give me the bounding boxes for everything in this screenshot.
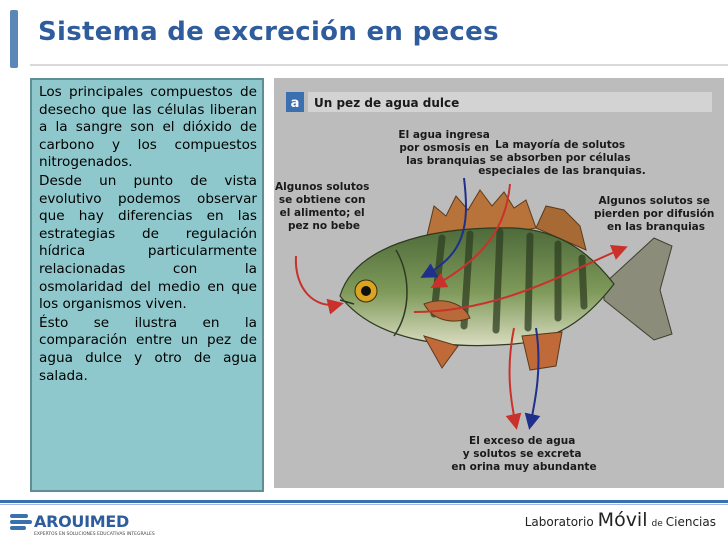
arouimed-logo (10, 512, 129, 531)
label-excess-water: El exceso de agua y solutos se excreta en orina muy abundante (451, 435, 597, 473)
slide-title: Sistema de excreción en peces (38, 17, 499, 47)
lab-word-3: de (651, 519, 663, 529)
brand-name: AROUIMED (34, 512, 129, 531)
logo-mark-icon (10, 513, 32, 531)
fish-diagram (274, 78, 724, 488)
lab-logo (525, 509, 716, 531)
text-panel (30, 78, 264, 492)
label-water-in: El agua ingresa por osmosis en las branquias (398, 129, 490, 167)
footer-divider-thin (0, 504, 728, 505)
footer-divider (0, 500, 728, 503)
panel-letter: a (290, 96, 300, 111)
tail-fin (604, 238, 672, 340)
title-divider (30, 64, 728, 66)
brand-tagline: EXPERTOS EN SOLUCIONES EDUCATIVAS INTEGRALES (34, 532, 155, 537)
paragraph-1: Los principales compuestos de desecho que las células liberan a la sangre son el dióxido de carbono y los compuestos nitrogenados. (39, 84, 257, 171)
label-solutes-cells: La mayoría de solutos se absorben por células especiales de las branquias. (478, 139, 646, 177)
fish-body (340, 228, 614, 346)
paragraph-3: Ésto se ilustra en la comparación entre un pez de agua dulce y otro de agua salada. (39, 314, 257, 384)
paragraph-2: Desde un punto de vista evolutivo podemos observar que hay diferencias en las estrategias de regulación hídrica particularmente relacionadas con la osmolaridad del medio en que los organismos viven. (39, 172, 257, 313)
label-food-solutes: Algunos solutos se obtiene con el alimento; el pez no bebe (275, 181, 370, 232)
label-solutes-lost: Algunos solutos se pierden por difusión en las branquias (593, 195, 715, 233)
lab-word-2: Móvil (597, 509, 648, 531)
figure-header: Un pez de agua dulce (314, 96, 460, 110)
title-accent-bar (10, 10, 18, 68)
food-solutes-arrow (296, 256, 340, 305)
lab-word-4: Ciencias (665, 515, 716, 529)
freshwater-fish-figure (274, 78, 724, 488)
anal-fin (522, 332, 562, 370)
lab-word-1: Laboratorio (524, 515, 594, 529)
